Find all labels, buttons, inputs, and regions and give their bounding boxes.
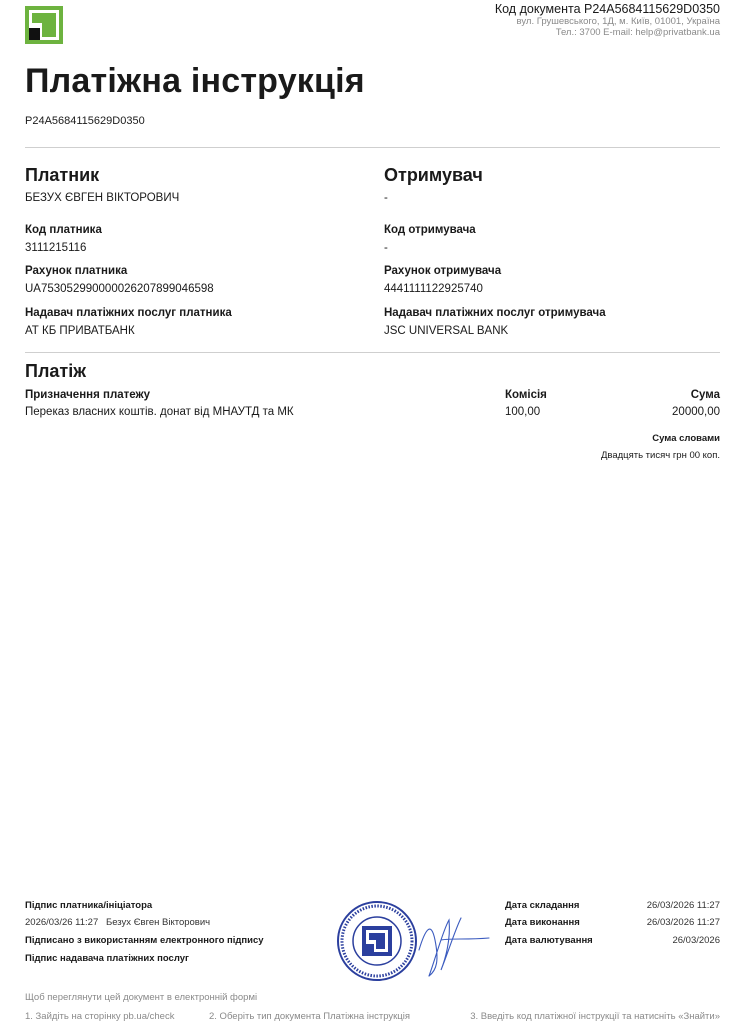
address-line: вул. Грушевського, 1Д, м. Київ, 01001, Україна	[516, 16, 720, 27]
amount-words-label: Сума словами	[652, 433, 720, 444]
payer-code-label: Код платника	[25, 224, 102, 236]
purpose-label: Призначення платежу	[25, 389, 151, 401]
payer-name: БЕЗУХ ЄВГЕН ВІКТОРОВИЧ	[25, 192, 180, 204]
document-id: P24A5684115629D0350	[25, 115, 145, 127]
check-intro: Щоб переглянути цей документ в електронній формі	[25, 992, 258, 1003]
document-code: Код документа P24A5684115629D0350	[494, 2, 720, 16]
recipient-provider-label: Надавач платіжних послуг отримувача	[384, 307, 606, 319]
payer-account-label: Рахунок платника	[25, 265, 128, 277]
signature-icon	[405, 900, 495, 982]
value-date: 26/03/2026	[672, 935, 720, 946]
bank-address	[517, 16, 720, 38]
privatbank-logo-icon	[25, 6, 63, 44]
payer-code: 3111215116	[25, 242, 87, 254]
page-title: Платіжна інструкція	[25, 62, 365, 100]
check-step-1: 1. Зайдіть на сторінку pb.ua/check	[25, 1011, 175, 1022]
recipient-code: -	[384, 242, 388, 254]
amount-words: Двадцять тисяч грн 00 коп.	[600, 450, 720, 461]
signature-name: Безух Євген Вікторович	[106, 917, 211, 928]
value-date-label: Дата валютування	[505, 935, 593, 946]
signature-date: 2026/03/26 11:27	[25, 917, 99, 928]
recipient-provider: JSC UNIVERSAL BANK	[384, 325, 509, 337]
commission-value: 100,00	[505, 406, 541, 418]
executed-date: 26/03/2026 11:27	[646, 917, 720, 928]
created-date: 26/03/2026 11:27	[646, 900, 720, 911]
commission-label: Комісія	[505, 389, 547, 401]
payer-signature-label: Підпис платника/ініціатора	[25, 900, 153, 911]
created-date-label: Дата складання	[505, 900, 580, 911]
check-step-2: 2. Оберіть тип документа Платіжна інструкція	[209, 1011, 410, 1022]
contacts-line: Тел.: 3700 E-mail: help@privatbank.ua	[555, 27, 720, 38]
recipient-code-label: Код отримувача	[384, 224, 476, 236]
recipient-name: -	[384, 192, 388, 204]
amount-label: Сума	[690, 389, 720, 401]
divider	[25, 352, 720, 353]
electronic-signature-note: Підписано з використанням електронного підпису	[25, 935, 264, 946]
payer-heading: Платник	[25, 165, 100, 185]
divider	[25, 147, 720, 148]
payer-provider-label: Надавач платіжних послуг платника	[25, 307, 232, 319]
provider-signature-label: Підпис надавача платіжних послуг	[25, 953, 189, 964]
payer-account: UA753052990000026207899046598	[25, 283, 214, 295]
purpose-value: Переказ власних коштів. донат від МНАУТД та МК	[25, 406, 294, 418]
recipient-heading: Отримувач	[384, 165, 483, 185]
executed-date-label: Дата виконання	[505, 917, 580, 928]
amount-value: 20000,00	[672, 406, 720, 418]
recipient-account: 4441111122925740	[384, 283, 483, 295]
recipient-account-label: Рахунок отримувача	[384, 265, 502, 277]
payment-heading: Платіж	[25, 361, 86, 381]
payer-provider: АТ КБ ПРИВАТБАНК	[25, 325, 135, 337]
check-step-3: 3. Введіть код платіжної інструкції та натисніть «Знайти»	[470, 1011, 720, 1022]
